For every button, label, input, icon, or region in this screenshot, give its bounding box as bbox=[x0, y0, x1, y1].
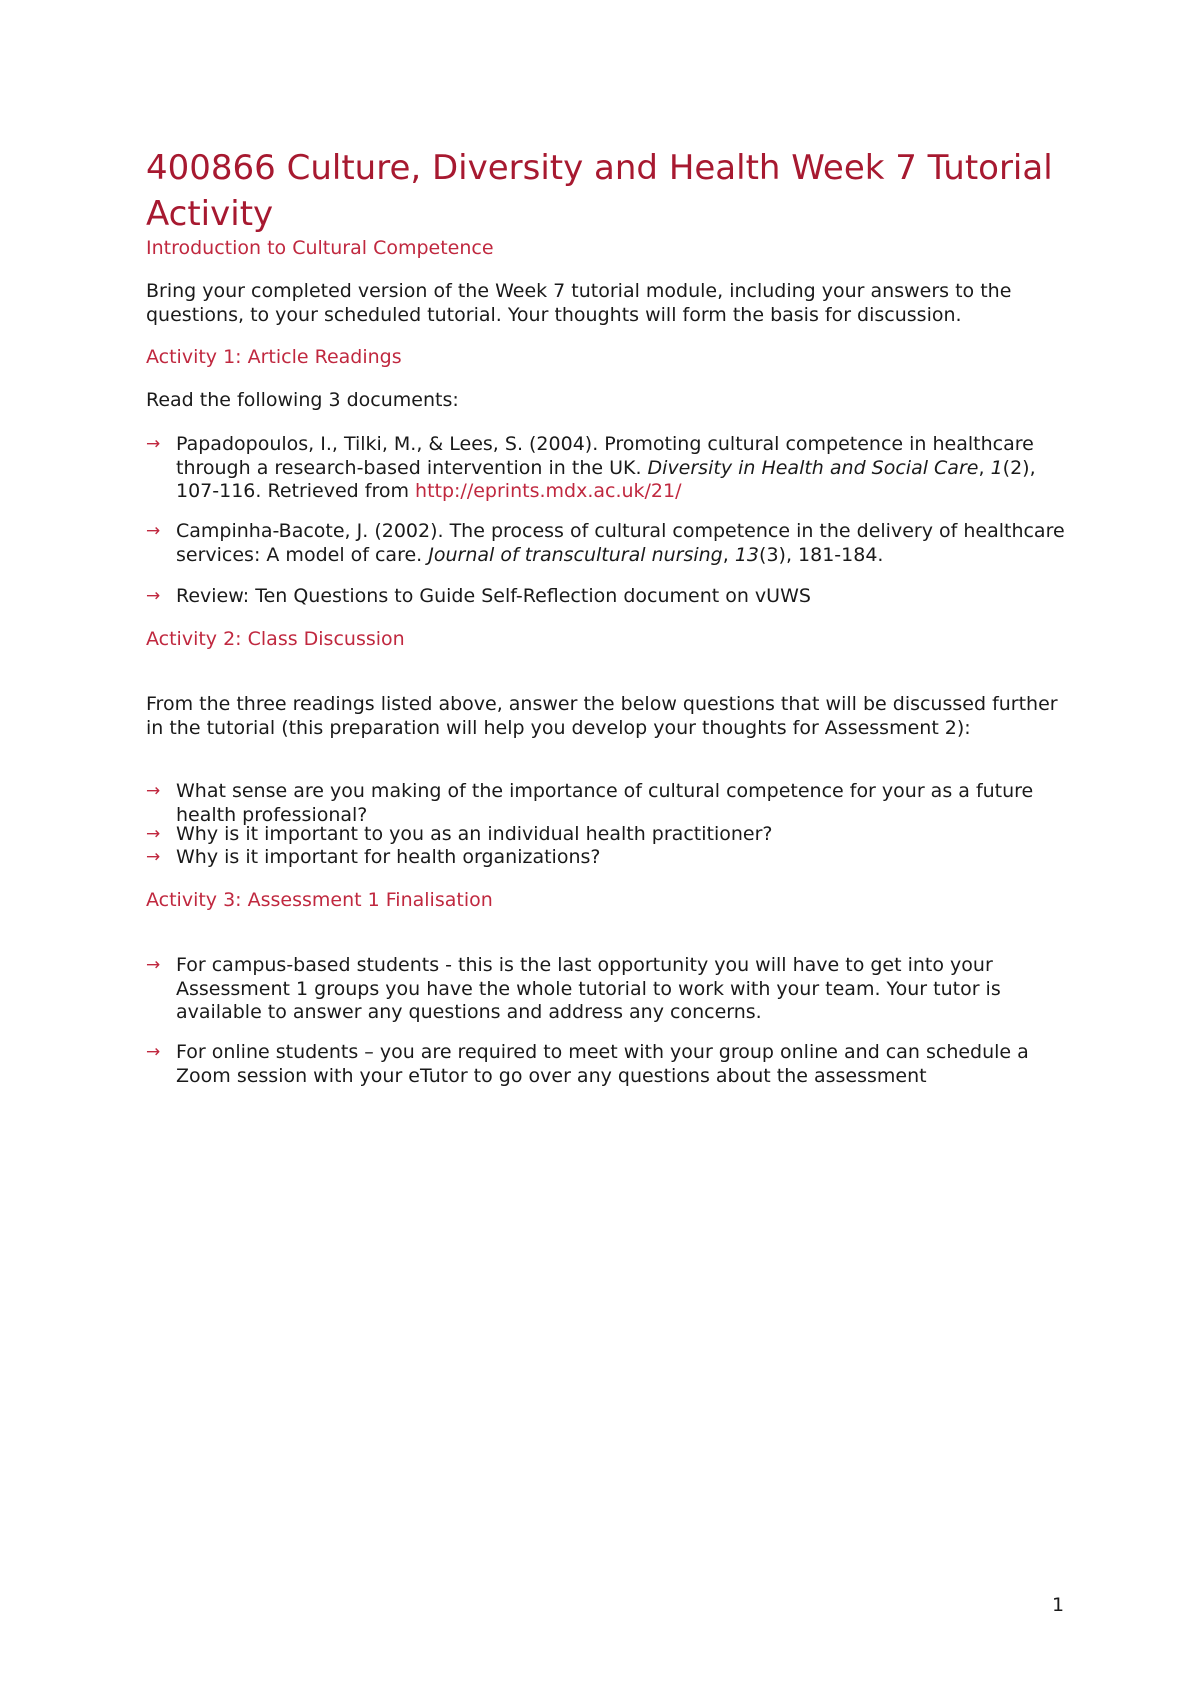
arrow-bullet-icon: → bbox=[146, 521, 161, 541]
question-item-2 bbox=[146, 823, 1066, 847]
question-text: Why is it important for health organizations? bbox=[176, 846, 601, 868]
question-item-3 bbox=[146, 846, 1066, 870]
reference-citation: Campinha-Bacote, J. (2002). The process of cultural competence in the delivery of healthcare services: A model of care. bbox=[176, 520, 1065, 566]
reference-text bbox=[176, 433, 1066, 504]
arrow-bullet-icon: → bbox=[146, 586, 161, 606]
arrow-bullet-icon: → bbox=[146, 1042, 161, 1062]
activity1-heading: Activity 1: Article Readings bbox=[146, 346, 402, 368]
activity1-lead: Read the following 3 documents: bbox=[146, 389, 459, 411]
intro-heading: Introduction to Cultural Competence bbox=[146, 237, 494, 259]
question-text: What sense are you making of the importance of cultural competence for your as a future health professional? bbox=[176, 780, 1034, 826]
intro-paragraph: Bring your completed version of the Week 7 tutorial module, including your answers to the questions, to your scheduled tutorial. Your thoughts will form the basis for discussion. bbox=[146, 280, 1012, 326]
reference-separator: , bbox=[722, 543, 735, 566]
reference-volume: 13 bbox=[734, 543, 760, 566]
reference-journal: Diversity in Health and Social Care bbox=[647, 456, 979, 479]
reference-citation: Papadopoulos, I., Tilki, M., & Lees, S. (2004). Promoting cultural competence in healthcare through a research-based intervention in the UK. bbox=[176, 433, 1034, 479]
activity2-heading: Activity 2: Class Discussion bbox=[146, 628, 405, 650]
reference-details: (3), 181-184. bbox=[759, 543, 884, 566]
page-number: 1 bbox=[1052, 1594, 1065, 1616]
arrow-bullet-icon: → bbox=[146, 955, 161, 975]
reference-item-2 bbox=[146, 520, 1066, 567]
activity3-heading: Activity 3: Assessment 1 Finalisation bbox=[146, 889, 493, 911]
reference-item-3 bbox=[146, 585, 1066, 609]
reference-journal: Journal of transcultural nursing bbox=[428, 543, 723, 566]
arrow-bullet-icon: → bbox=[146, 434, 161, 454]
reference-separator: , bbox=[978, 456, 991, 479]
reference-details: (2), 107-116. Retrieved from bbox=[176, 456, 1036, 502]
question-text: Why is it important to you as an individual health practitioner? bbox=[176, 823, 773, 845]
reference-volume: 1 bbox=[990, 456, 1003, 479]
reference-text bbox=[176, 520, 1066, 567]
finalisation-text: For online students – you are required to meet with your group online and can schedule a Zoom session with your eTutor to go over any questions about the assessment bbox=[176, 1041, 1029, 1087]
reference-text: Review: Ten Questions to Guide Self-Reflection document on vUWS bbox=[176, 585, 811, 607]
arrow-bullet-icon: → bbox=[146, 824, 161, 844]
reference-link[interactable]: http://eprints.mdx.ac.uk/21/ bbox=[415, 480, 682, 502]
activity2-lead: From the three readings listed above, answer the below questions that will be discussed further in the tutorial (this preparation will help you develop your thoughts for Assessment 2): bbox=[146, 693, 1058, 739]
page-title: 400866 Culture, Diversity and Health Week 7 Tutorial Activity bbox=[146, 148, 1053, 234]
arrow-bullet-icon: → bbox=[146, 781, 161, 801]
finalisation-item-2 bbox=[146, 1041, 1066, 1088]
finalisation-item-1 bbox=[146, 954, 1066, 1025]
finalisation-text: For campus-based students - this is the last opportunity you will have to get into your Assessment 1 groups you have the whole tutorial to work with your team. Your tutor is available to answer any questions and address any concerns. bbox=[176, 954, 1001, 1023]
reference-item-1 bbox=[146, 433, 1066, 504]
question-item-1 bbox=[146, 780, 1066, 827]
arrow-bullet-icon: → bbox=[146, 847, 161, 867]
